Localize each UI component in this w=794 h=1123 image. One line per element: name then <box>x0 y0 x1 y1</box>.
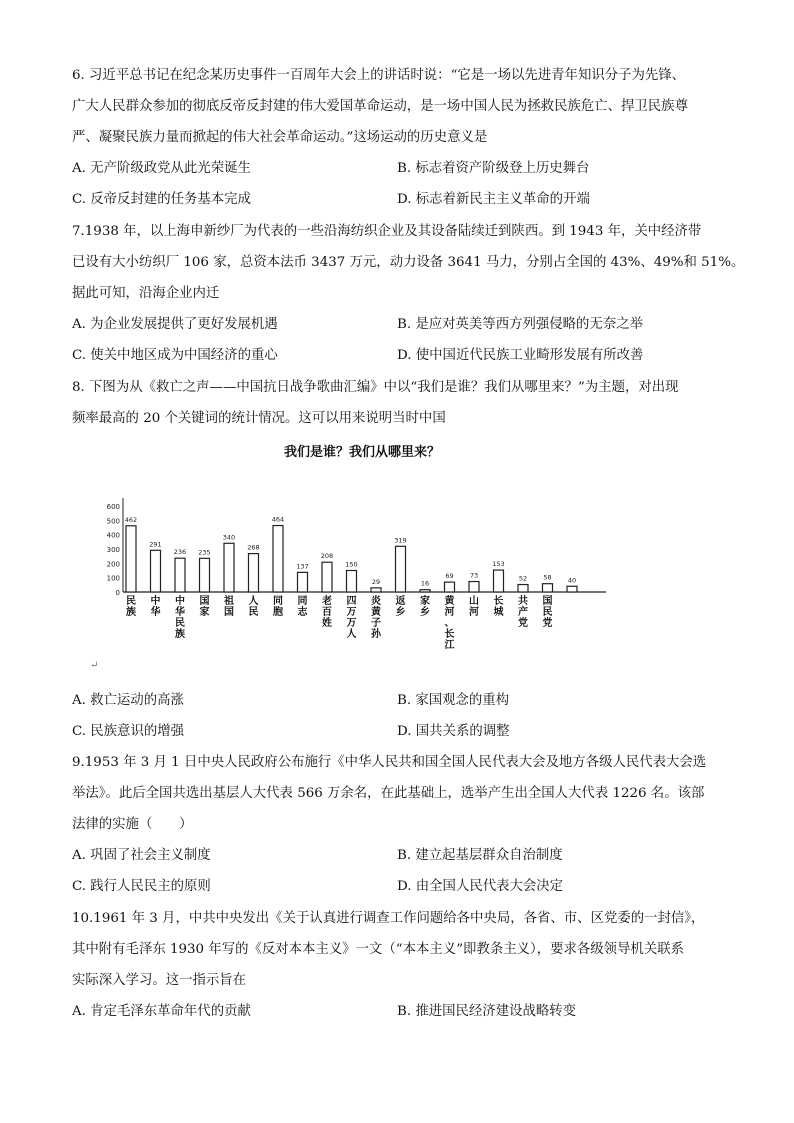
q6-stem-line-1: 6. 习近平总书记在纪念某历史事件一百周年大会上的讲话时说：“它是一场以先进青年知识分子为先锋、 <box>72 68 686 83</box>
q8-option-d: D. 国共关系的调整 <box>397 724 510 739</box>
chart-title: 我们是谁？我们从哪里来？ <box>283 445 441 460</box>
q9-stem-line-2: 举法》。此后全国共选出基层人大代表 566 万余名，在此基础上，选举产生出全国人大代表 1226 名。该部 <box>72 786 705 801</box>
q6-option-b: B. 标志着资产阶级登上历史舞台 <box>397 161 590 176</box>
q8-option-c: C. 民族意识的增强 <box>72 724 185 739</box>
q7-stem-line-3: 据此可知，沿海企业内迁 <box>72 286 220 301</box>
x-tick-label: 中华民族 <box>175 596 185 640</box>
bar <box>445 582 455 592</box>
x-tick-label: 长城 <box>493 596 504 618</box>
x-tick-labels <box>126 594 553 651</box>
q7-option-a: A. 为企业发展提供了更好发展机遇 <box>72 317 278 332</box>
x-tick-label: 同志 <box>297 596 308 618</box>
q9-stem-line-1: 9.1953 年 3 月 1 日中央人民政府公布施行《中华人民共和国全国人民代表大会及地方各级人民代表大会选 <box>72 755 707 770</box>
y-tick-label: 0 <box>115 589 120 597</box>
q10-stem-line-1: 10.1961 年 3 月，中共中央发出《关于认真进行调查工作问题给各中央局，各省、市、区党委的一封信》， <box>72 911 705 926</box>
data-label: 319 <box>394 536 407 545</box>
q6-option-a: A. 无产阶级政党从此光荣诞生 <box>72 161 251 176</box>
bar <box>494 570 504 592</box>
x-tick-label: 黄河、长江 <box>444 596 455 651</box>
q7-stem-line-2: 已设有大小纺织厂 106 家，总资本法币 3437 万元，动力设备 3641 马力，分别占全国的 43%、49%和 51%。 <box>72 255 745 270</box>
bar <box>175 558 185 592</box>
bar <box>298 572 308 592</box>
data-label: 464 <box>271 515 285 524</box>
data-label: 340 <box>222 533 236 542</box>
bar <box>249 554 259 592</box>
bar <box>224 543 234 592</box>
data-label: 40 <box>567 576 577 585</box>
data-label: 268 <box>247 543 260 552</box>
x-tick-label: 山河 <box>469 596 479 618</box>
y-tick-label: 500 <box>106 517 120 526</box>
x-tick-label: 人民 <box>248 596 259 618</box>
y-tick-label: 600 <box>106 503 120 512</box>
paragraph-return-mark: ↵ <box>90 660 99 671</box>
q6-option-c: C. 反帝反封建的任务基本完成 <box>72 192 251 207</box>
keyword-frequency-chart <box>100 440 620 665</box>
data-label: 291 <box>149 540 162 549</box>
bar <box>151 550 161 592</box>
data-label: 153 <box>492 560 505 569</box>
q9-option-d: D. 由全国人民代表大会决定 <box>397 879 564 894</box>
q6-stem-line-2: 广大人民群众参加的彻底反帝反封建的伟大爱国革命运动，是一场中国人民为拯救民族危亡、捍卫民族尊 <box>72 99 688 114</box>
data-label: 69 <box>445 572 454 581</box>
data-label: 150 <box>345 560 358 569</box>
y-tick-label: 300 <box>106 546 120 555</box>
bars <box>126 526 577 592</box>
x-tick-label: 同胞 <box>273 596 283 618</box>
bar <box>518 585 528 592</box>
q9-stem-line-3: 法律的实施（ ） <box>72 817 193 832</box>
data-label: 58 <box>543 573 552 582</box>
data-label: 73 <box>469 571 479 580</box>
bar <box>543 584 553 592</box>
x-tick-label: 四万万人 <box>346 596 357 640</box>
x-tick-label: 家乡 <box>420 596 430 618</box>
x-tick-label: 国民党 <box>542 596 553 629</box>
q7-option-d: D. 使中国近代民族工业畸形发展有所改善 <box>397 348 644 363</box>
q8-stem-line-1: 8. 下图为从《救亡之声——中国抗日战争歌曲汇编》中以“我们是谁？我们从哪里来？”为主题，对出现 <box>72 380 679 395</box>
bar <box>371 588 381 592</box>
bar <box>200 558 210 592</box>
data-label: 16 <box>420 579 430 588</box>
q7-stem-line-1: 7.1938 年，以上海申新纱厂为代表的一些沿海纺织企业及其设备陆续迁到陕西。到 1943 年，关中经济带 <box>72 224 702 239</box>
x-tick-label: 民族 <box>126 596 136 618</box>
q7-option-b: B. 是应对英美等西方列强侵略的无奈之举 <box>397 317 643 332</box>
q6-stem-line-3: 严、凝聚民族力量而掀起的伟大社会革命运动。”这场运动的历史意义是 <box>72 130 488 145</box>
y-tick-label: 400 <box>106 531 120 540</box>
x-tick-label: 返乡 <box>395 596 406 618</box>
x-tick-label: 炎黄子孙 <box>371 596 381 640</box>
bar <box>396 546 406 592</box>
y-tick-label: 200 <box>106 560 120 569</box>
data-label: 462 <box>124 515 138 524</box>
data-label: 235 <box>198 548 211 557</box>
data-label: 208 <box>320 552 334 561</box>
q9-option-b: B. 建立起基层群众自治制度 <box>397 848 563 863</box>
bar <box>469 582 479 592</box>
q6-option-d: D. 标志着新民主主义革命的开端 <box>397 192 590 207</box>
x-tick-label: 老百姓 <box>322 596 332 629</box>
data-label: 52 <box>518 574 528 583</box>
x-tick-label: 共产党 <box>518 596 528 629</box>
bar <box>420 590 430 592</box>
q8-option-b: B. 家国观念的重构 <box>397 693 510 708</box>
q10-option-b: B. 推进国民经济建设战略转变 <box>397 1004 577 1019</box>
data-label: 137 <box>296 562 309 571</box>
bar <box>273 526 283 592</box>
q10-stem-line-2: 其中附有毛泽东 1930 年写的《反对本本主义》一文（“本本主义”即教条主义），要求各级领导机关联系 <box>72 942 684 957</box>
bar <box>126 526 136 592</box>
q9-option-c: C. 践行人民民主的原则 <box>72 879 211 894</box>
q8-option-a: A. 救亡运动的高涨 <box>72 693 184 708</box>
x-tick-label: 祖国 <box>224 596 234 618</box>
x-tick-label: 国家 <box>199 596 210 618</box>
q8-stem-line-2: 频率最高的 20 个关键词的统计情况。这可以用来说明当时中国 <box>72 411 446 426</box>
bar <box>347 571 357 592</box>
bar <box>322 562 332 592</box>
q9-option-a: A. 巩固了社会主义制度 <box>72 848 211 863</box>
q7-option-c: C. 使关中地区成为中国经济的重心 <box>72 348 278 363</box>
bar <box>567 586 577 592</box>
q10-stem-line-3: 实际深入学习。这一指示旨在 <box>72 973 247 988</box>
y-tick-label: 100 <box>106 574 120 583</box>
x-tick-label: 中华 <box>150 596 161 618</box>
q10-option-a: A. 肯定毛泽东革命年代的贡献 <box>72 1004 251 1019</box>
data-label: 29 <box>371 577 381 586</box>
data-label: 236 <box>173 548 187 557</box>
